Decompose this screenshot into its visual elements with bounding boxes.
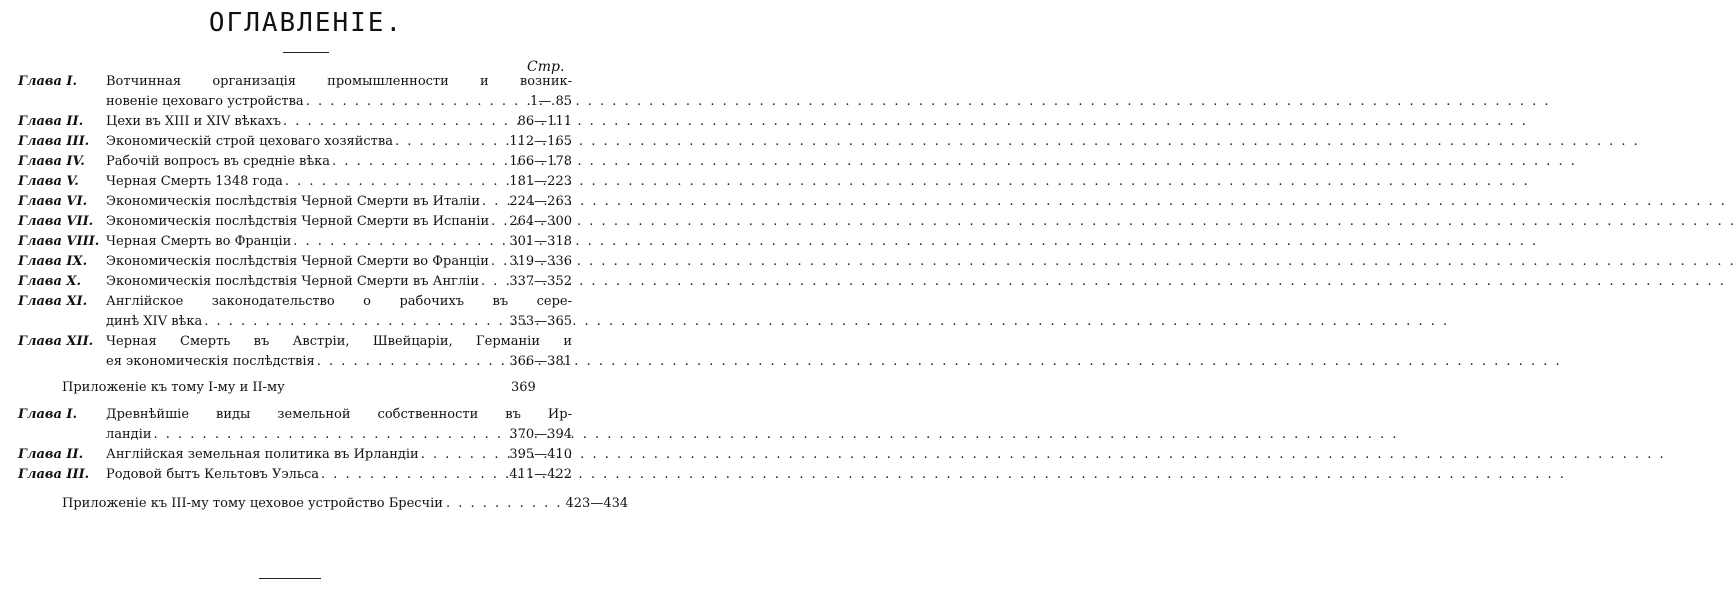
appendix-title-text: Приложеніе къ III-му тому цеховое устройство Бресчіи (62, 496, 443, 511)
page-range: 370—394 (509, 427, 572, 442)
chapter-title-line (106, 425, 572, 445)
chapter-title-line: Англійское законодательство о рабочихъ въ сере- (106, 294, 572, 309)
chapter-title-line (106, 352, 572, 372)
chapter-title-text: Экономическія послѣдствія Черной Смерти въ Испаніи (106, 214, 490, 229)
chapter-label: Глава VII. (18, 214, 94, 229)
chapter-label: Глава XI. (18, 294, 88, 309)
chapter-title-line (106, 132, 572, 152)
appendix-page: 423—434 (565, 496, 629, 511)
chapter-title-text: новеніе цеховаго устройства (106, 94, 304, 109)
dot-leader: . . . . . . . . . . (445, 496, 563, 511)
page-range: 112—165 (509, 134, 572, 149)
chapter-title-text: Англійская земельная политика въ Ирландіи (106, 447, 419, 462)
page-range: 181—223 (509, 174, 572, 189)
page-range: 395—410 (509, 447, 572, 462)
appendix-title: Приложеніе къ тому I-му и II-му (62, 380, 285, 395)
chapter-title-line (106, 152, 572, 172)
chapter-label: Глава IX. (18, 254, 88, 269)
chapter-title-text: Экономическія послѣдствія Черной Смерти въ Италіи (106, 194, 481, 209)
chapter-label: Глава III. (18, 467, 90, 482)
dot-leader (419, 445, 510, 465)
dot-leader (319, 465, 509, 485)
page-range: 224—263 (509, 194, 572, 209)
appendix-page: 369 (511, 380, 536, 395)
dot-leader (393, 132, 509, 152)
table-of-contents (0, 0, 629, 596)
chapter-title-line (106, 272, 572, 292)
page-range: 264—300 (509, 214, 572, 229)
page-range: 301—318 (509, 234, 572, 249)
dot-leader (480, 192, 509, 212)
dot-leader (304, 92, 514, 112)
chapter-title-text: ея экономическія послѣдствія (106, 354, 315, 369)
chapter-label: Глава II. (18, 447, 84, 462)
dot-leader (479, 272, 509, 292)
chapter-title-line (106, 252, 572, 272)
dot-leader (330, 152, 509, 172)
dot-leader (283, 172, 509, 192)
chapter-title-line (106, 92, 572, 112)
page-column-header: Стр. (527, 59, 565, 75)
chapter-label: Глава II. (18, 114, 84, 129)
chapter-title-text: Черная Смерть 1348 года (106, 174, 283, 189)
dot-leader (489, 252, 509, 272)
page-range: 411—422 (509, 467, 572, 482)
appendix-title (62, 494, 629, 514)
chapter-label: Глава I. (18, 407, 78, 422)
chapter-label: Глава V. (18, 174, 79, 189)
chapter-title-line (106, 112, 572, 132)
page-range: 1— 85 (530, 94, 572, 109)
dot-leader (489, 212, 509, 232)
dot-leader (152, 425, 510, 445)
page-range: 366—381 (509, 354, 572, 369)
chapter-title-line: Черная Смерть въ Австріи, Швейцаріи, Германіи и (106, 334, 572, 349)
chapter-title-line (106, 465, 572, 485)
chapter-title-line (106, 312, 572, 332)
chapter-title-line: Древнѣйшіе виды земельной собственности въ Ир- (106, 407, 572, 422)
chapter-title-text: Родовой бытъ Кельтовъ Уэльса (106, 467, 319, 482)
chapter-title-text: динѣ XIV вѣка (106, 314, 203, 329)
chapter-title-line: Вотчинная организація промышленности и возник- (106, 74, 572, 89)
chapter-title-text: Экономическія послѣдствія Черной Смерти въ Англіи (106, 274, 480, 289)
chapter-title-text: Экономическія послѣдствія Черной Смерти во Франціи (106, 254, 489, 269)
page-title: ОГЛАВЛЕНІЕ. (208, 8, 404, 38)
chapter-label: Глава VIII. (18, 234, 100, 249)
chapter-label: Глава X. (18, 274, 82, 289)
chapter-title-line (106, 192, 572, 212)
chapter-label: Глава I. (18, 74, 78, 89)
chapter-title-text: Рабочій вопросъ въ средніе вѣка (106, 154, 331, 169)
dot-leader (291, 232, 509, 252)
chapter-title-line (106, 172, 572, 192)
chapter-title-line (106, 232, 572, 252)
chapter-title-text: Экономическій строй цеховаго хозяйства (106, 134, 393, 149)
chapter-label: Глава XII. (18, 334, 94, 349)
dot-leader (202, 312, 509, 332)
page-range: 319—336 (509, 254, 572, 269)
dot-leader (281, 112, 514, 132)
page-range: 166—178 (509, 154, 572, 169)
page-range: 353—365 (509, 314, 572, 329)
bottom-rule (259, 578, 321, 579)
chapter-title-line (106, 212, 572, 232)
chapter-label: Глава IV. (18, 154, 85, 169)
chapter-label: Глава III. (18, 134, 90, 149)
chapter-title-text: ландіи (106, 427, 152, 442)
dot-leader (315, 352, 510, 372)
chapter-title-text: Черная Смерть во Франціи (106, 234, 292, 249)
page-range: 337—352 (509, 274, 572, 289)
page-range: 86—111 (517, 114, 572, 129)
chapter-title-text: Цехи въ XIII и XIV вѣкахъ (106, 114, 282, 129)
chapter-label: Глава VI. (18, 194, 88, 209)
chapter-title-line (106, 445, 572, 465)
